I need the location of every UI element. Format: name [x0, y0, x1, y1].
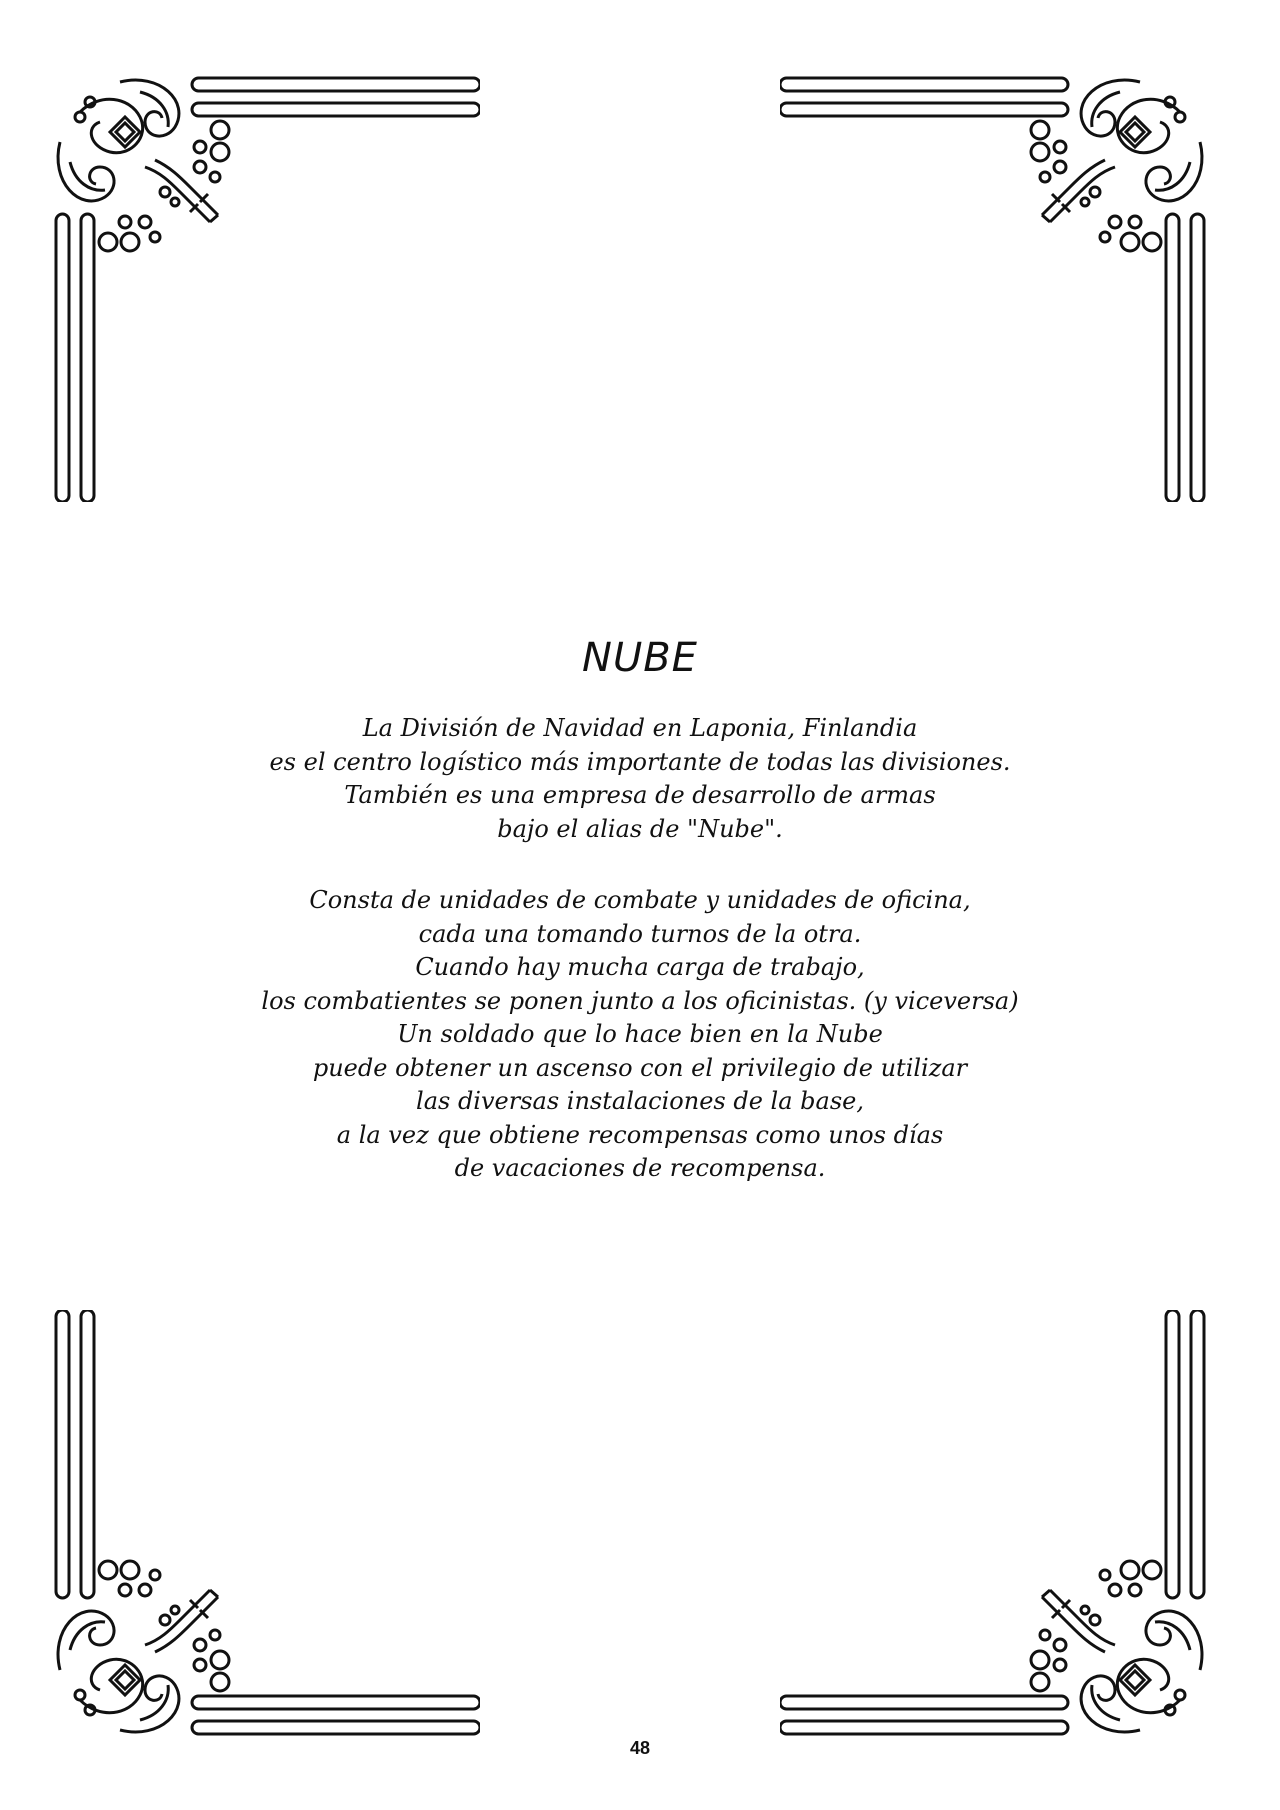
- text-line: cada una tomando turnos de la otra.: [418, 919, 862, 948]
- text-line: Un soldado que lo hace bien en la Nube: [397, 1020, 883, 1048]
- top-left-corner-ornament-icon: [50, 72, 480, 502]
- text-line: También es una empresa de desarrollo de armas: [344, 781, 936, 809]
- text-line: a la vez que obtiene recompensas como unos días: [336, 1120, 944, 1149]
- text-line: Cuando hay mucha carga de trabajo,: [415, 953, 865, 981]
- main-text-block: [140, 630, 1140, 1224]
- paragraph-2: [140, 884, 1140, 1186]
- top-right-corner-ornament-icon: [780, 72, 1210, 502]
- text-line: puede obtener un ascenso con el privilegio de utilizar: [312, 1053, 968, 1082]
- text-line: de vacaciones de recompensa.: [454, 1154, 826, 1182]
- text-line: Consta de unidades de combate y unidades de oficina,: [309, 886, 971, 914]
- text-line: las diversas instalaciones de la base,: [416, 1087, 864, 1115]
- text-line: bajo el alias de "Nube".: [497, 814, 783, 843]
- text-line: es el centro logístico más importante de todas las divisiones.: [269, 747, 1011, 776]
- bottom-left-corner-ornament-icon: [50, 1310, 480, 1740]
- text-line: los combatientes se ponen junto a los oficinistas. (y viceversa): [261, 986, 1019, 1015]
- page-number: 48: [629, 1738, 651, 1758]
- bottom-right-corner-ornament-icon: [780, 1310, 1210, 1740]
- page-title: NUBE: [582, 635, 698, 681]
- paragraph-1: [140, 712, 1140, 846]
- text-line: La División de Navidad en Laponia, Finlandia: [362, 714, 918, 742]
